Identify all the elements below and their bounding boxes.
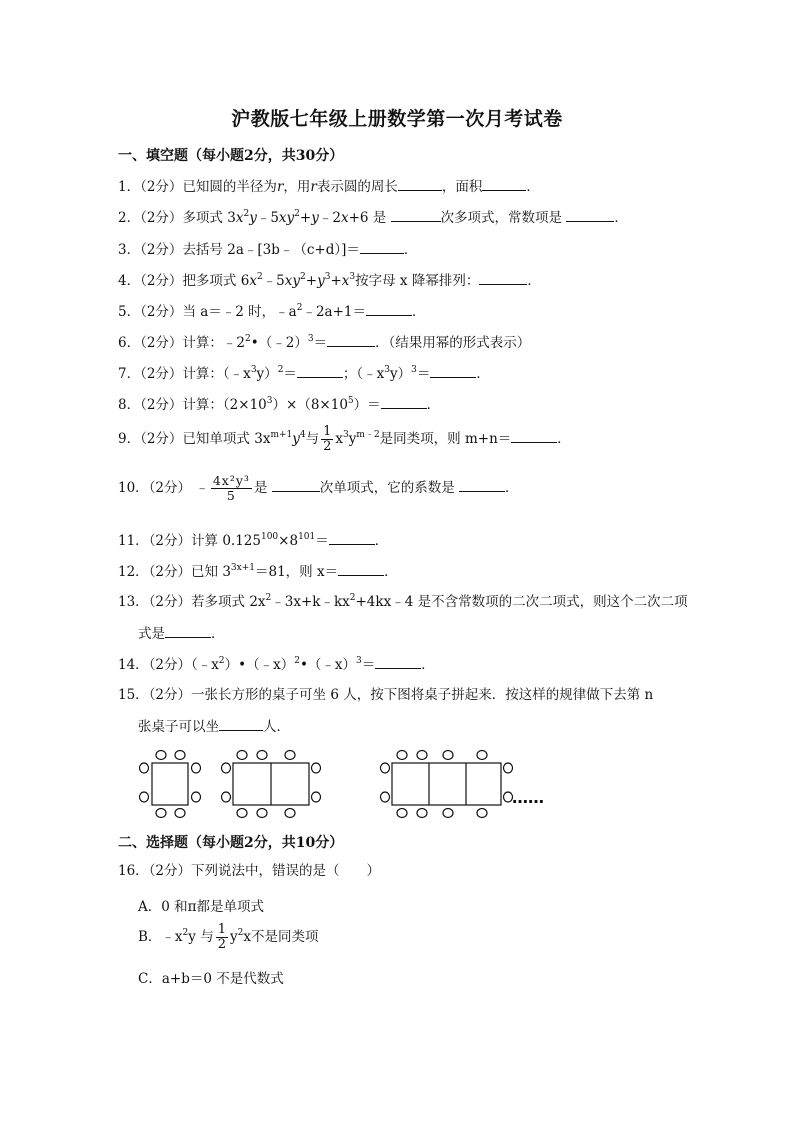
seat: [381, 792, 390, 802]
ellipsis-text: ……: [512, 788, 544, 807]
question-5: 5．（2分）当 a＝﹣2 时，$﹣a^2﹣2a+1=$ ．: [118, 302, 426, 320]
seat: [156, 809, 166, 818]
seat: [257, 809, 267, 818]
seat: [192, 792, 201, 802]
section-fill-in: 一、填空题（每小题2分，共30分）: [118, 148, 344, 164]
seat: [192, 763, 201, 773]
question-15-line-2: 张桌子可以坐 人．: [138, 719, 290, 735]
table-rect: [152, 763, 188, 805]
seat: [175, 751, 185, 760]
seat: [312, 792, 321, 802]
question-15: 15．（2分）一张长方形的桌子可坐 6 人，按下图将桌子拼起来．按这样的规律做下去第 n: [118, 687, 654, 703]
option-a[interactable]: A．0 和π都是单项式: [138, 899, 265, 915]
question-10: 10．（2分） ﹣ $\frac{\text{4x²y³}}{5}$ 是 次单项式，它的系数是 ．: [118, 473, 519, 503]
seat: [443, 809, 453, 818]
fraction-monomial: $\frac{\text{4x²y³}}{5}$: [212, 473, 250, 503]
question-13-line-2: 式是 ．: [138, 626, 225, 642]
table-rect: [392, 763, 501, 805]
seat: [381, 763, 390, 773]
seat: [222, 763, 231, 773]
seat: [477, 751, 487, 760]
fraction-half: $\frac{1}{2}$: [323, 424, 332, 454]
question-1: 1．（2分）已知圆的半径为r，用r表示圆的周长 ，面积 ．: [118, 179, 540, 195]
seat: [417, 809, 427, 818]
question-9: 9．（2分）已知单项式 $3x^{m+1}y^4$与 $\frac{1}{2}$ $x^3y^{m﹣2}$是同类项，则 m+n＝ ．: [118, 424, 571, 454]
question-6: 6．（2分）计算：$﹣2^2•(﹣2)^3=$ ．（结果用幂的形式表示）: [118, 333, 531, 351]
question-8: 8．（2分）计算：$(2\times 10^3)\times(8\times 10^5)=$ ．: [118, 395, 441, 413]
seat: [140, 792, 149, 802]
seat: [397, 751, 407, 760]
question-7: 7．（2分）计算：$(﹣x^3y)^2=$ ；$(﹣x^3y)^3=$ ．: [118, 364, 490, 382]
seat: [443, 751, 453, 760]
option-b[interactable]: B．$﹣x^2y$ 与 $\frac{1}{2}$ $y^2x$不是同类项: [138, 922, 319, 952]
seat: [285, 751, 295, 760]
question-12: 12．（2分）已知 $3^{3x+1}=81$，则 x＝ ．: [118, 562, 398, 580]
seat: [237, 809, 247, 818]
seat: [477, 809, 487, 818]
seat: [156, 751, 166, 760]
seat: [222, 792, 231, 802]
seat: [397, 809, 407, 818]
page-title: 沪教版七年级上册数学第一次月考试卷: [231, 108, 563, 130]
seat: [140, 763, 149, 773]
seat: [175, 809, 185, 818]
seat: [312, 763, 321, 773]
question-13: 13．（2分）若多项式 $2x^2﹣3x+k﹣kx^2+4kx﹣4$ 是不含常数项的二次二项式，则这个二次二项: [118, 592, 688, 610]
seat: [285, 809, 295, 818]
fraction-half: $\frac{1}{2}$: [217, 922, 226, 952]
question-2: 2．（2分）多项式 $3x^2y﹣5xy^2+y﹣2x+6$ 是 次多项式，常数项是 ．: [118, 208, 628, 226]
question-16: 16．（2分）下列说法中，错误的是（ ）: [118, 863, 381, 879]
option-c[interactable]: C．a+b＝0 不是代数式: [138, 971, 284, 987]
seat: [257, 751, 267, 760]
section-multiple-choice: 二、选择题（每小题2分，共10分）: [118, 835, 344, 851]
question-11: 11．（2分）计算 $0.125^{100}\times 8^{101}=$ ．: [118, 531, 389, 549]
question-4: 4．（2分）把多项式 $6x^2﹣5xy^2+y^3+x^3$按字母 x 降幂排列： ．: [118, 271, 541, 289]
seat: [504, 763, 513, 773]
seat: [417, 751, 427, 760]
question-3: 3．（2分）去括号 2a﹣[3b﹣（c+d）]＝ ．: [118, 242, 418, 258]
seat: [237, 751, 247, 760]
question-14: 14．（2分）$(﹣x^2)•(﹣x)^2•(﹣x)^3=$ ．: [118, 655, 435, 673]
